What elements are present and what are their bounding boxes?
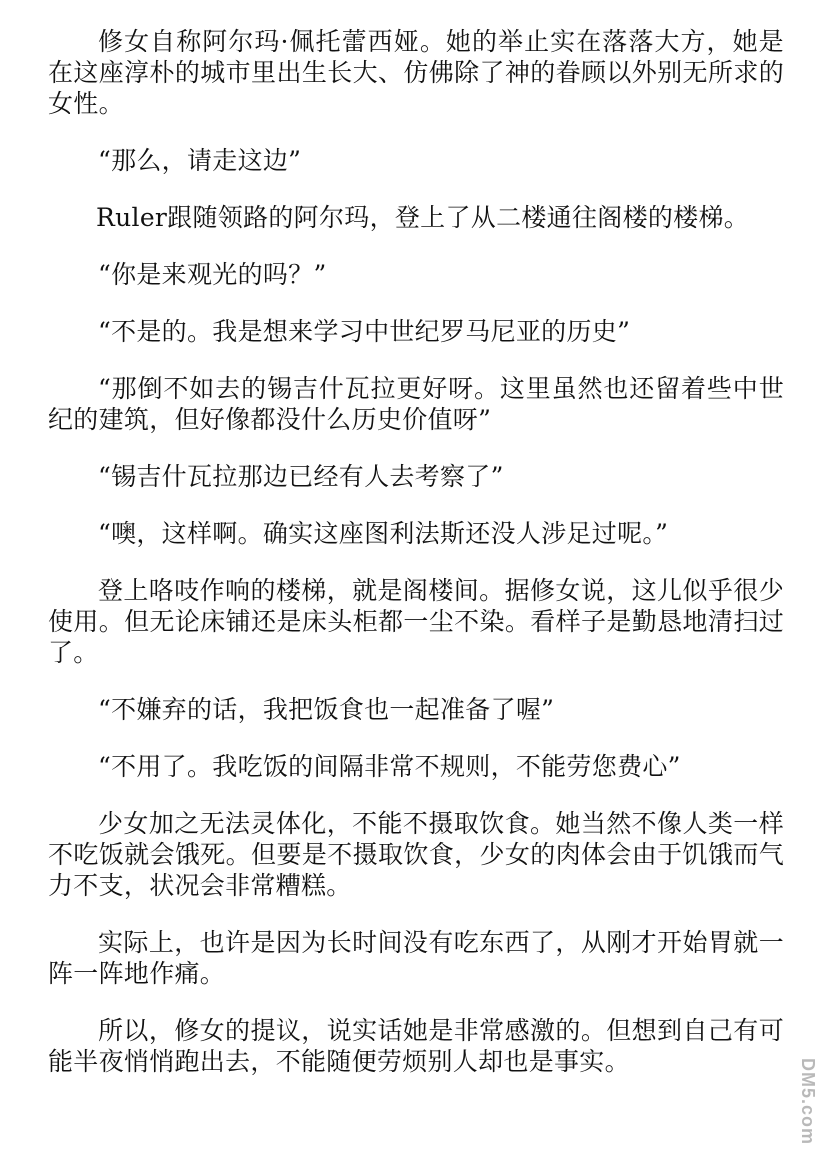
watermark-logo: DM5.com (798, 1058, 818, 1146)
paragraph: Ruler跟随领路的阿尔玛，登上了从二楼通往阁楼的楼梯。 (96, 203, 750, 232)
paragraph: 修女自称阿尔玛·佩托蕾西娅。她的举止实在落落大方，她是在这座淳朴的城市里出生长大、仿佛除了神的眷顾以外别无所求的女性。 (48, 27, 784, 118)
paragraph: “锡吉什瓦拉那边已经有人去考察了” (98, 462, 504, 491)
paragraph: 登上咯吱作响的楼梯，就是阁楼间。据修女说，这儿似乎很少使用。但无论床铺还是床头柜都一尘不染。看样子是勤恳地清扫过了。 (48, 576, 784, 667)
paragraph: “你是来观光的吗？” (98, 260, 327, 289)
paragraph: “不嫌弃的话，我把饭食也一起准备了喔” (98, 695, 555, 724)
paragraph: “噢，这样啊。确实这座图利法斯还没人涉足过呢。” (98, 519, 669, 548)
paragraph: 少女加之无法灵体化，不能不摄取饮食。她当然不像人类一样不吃饭就会饿死。但要是不摄取饮食，少女的肉体会由于饥饿而气力不支，状况会非常糟糕。 (48, 809, 784, 900)
paragraph: “不是的。我是想来学习中世纪罗马尼亚的历史” (98, 317, 631, 346)
paragraph: 所以，修女的提议，说实话她是非常感激的。但想到自己有可能半夜悄悄跑出去，不能随便劳烦别人却也是事实。 (48, 1016, 784, 1076)
paragraph: 实际上，也许是因为长时间没有吃东西了，从刚才开始胃就一阵一阵地作痛。 (48, 928, 784, 988)
paragraph: “那倒不如去的锡吉什瓦拉更好呀。这里虽然也还留着些中世纪的建筑，但好像都没什么历史价值呀” (48, 374, 784, 434)
document-page (48, 26, 784, 1103)
paragraph: “不用了。我吃饭的间隔非常不规则，不能劳您费心” (98, 752, 681, 781)
paragraph: “那么，请走这边” (98, 146, 302, 175)
